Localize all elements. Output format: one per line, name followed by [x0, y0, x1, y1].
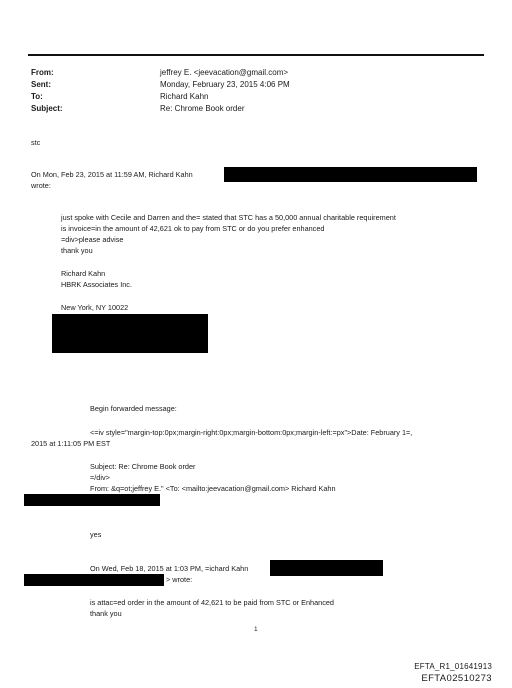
message-line: is invoice=in the amount of 42,621 ok to pay from STC or do you prefer enhanced [61, 224, 325, 233]
redaction-box [224, 167, 477, 182]
bates-id: EFTA02510273 [421, 673, 492, 684]
signature-city: New York, NY 10022 [61, 303, 129, 312]
redaction-box [270, 560, 383, 576]
sent-value: Monday, February 23, 2015 4:06 PM [160, 80, 290, 89]
header-rule [28, 54, 484, 56]
subject-value: Re: Chrome Book order [160, 104, 245, 113]
quote1-attribution: On Mon, Feb 23, 2015 at 11:59 AM, Richard Kahn [31, 170, 193, 179]
page-number: 1 [254, 626, 258, 633]
attachment-line: thank you [90, 609, 122, 618]
message-line: =div>please advise [61, 235, 124, 244]
redaction-box [52, 314, 208, 353]
forwarded-date-line: 2015 at 1:11:05 PM EST [31, 439, 111, 448]
signature-company: HBRK Associates Inc. [61, 280, 132, 289]
signature-name: Richard Kahn [61, 269, 106, 278]
forwarded-date-line: <=iv style="margin-top:0px;margin-right:0px;margin-bottom:0px;margin-left:=px">Date: February 1=, [90, 428, 413, 437]
forwarded-subject: Subject: Re: Chrome Book order [90, 462, 196, 471]
from-value: jeffrey E. <jeevacation@gmail.com> [160, 68, 289, 77]
forwarded-div: =/div> [90, 473, 110, 482]
quote2-attribution: On Wed, Feb 18, 2015 at 1:03 PM, =ichard Kahn [90, 564, 249, 573]
redaction-box [24, 574, 164, 586]
to-value: Richard Kahn [160, 92, 209, 101]
quote2-wrote: > wrote: [166, 575, 193, 584]
yes-text: yes [90, 530, 102, 539]
forwarded-from: From: &q=ot;jeffrey E." <To: <mailto:jeevacation@gmail.com> Richard Kahn [90, 484, 336, 493]
forwarded-heading: Begin forwarded message: [90, 404, 177, 413]
from-label: From: [31, 68, 54, 77]
to-label: To: [31, 92, 43, 101]
message-line: thank you [61, 246, 93, 255]
attachment-line: is attac=ed order in the amount of 42,621 to be paid from STC or Enhanced [90, 598, 334, 607]
message-line: just spoke with Cecile and Darren and the= stated that STC has a 50,000 annual charitable requirement [61, 213, 396, 222]
sent-label: Sent: [31, 80, 51, 89]
quote1-wrote: wrote: [31, 181, 51, 190]
subject-label: Subject: [31, 104, 63, 113]
redaction-box [24, 494, 160, 506]
bates-id-small: EFTA_R1_01641913 [414, 662, 492, 671]
reply-text: stc [31, 138, 41, 147]
